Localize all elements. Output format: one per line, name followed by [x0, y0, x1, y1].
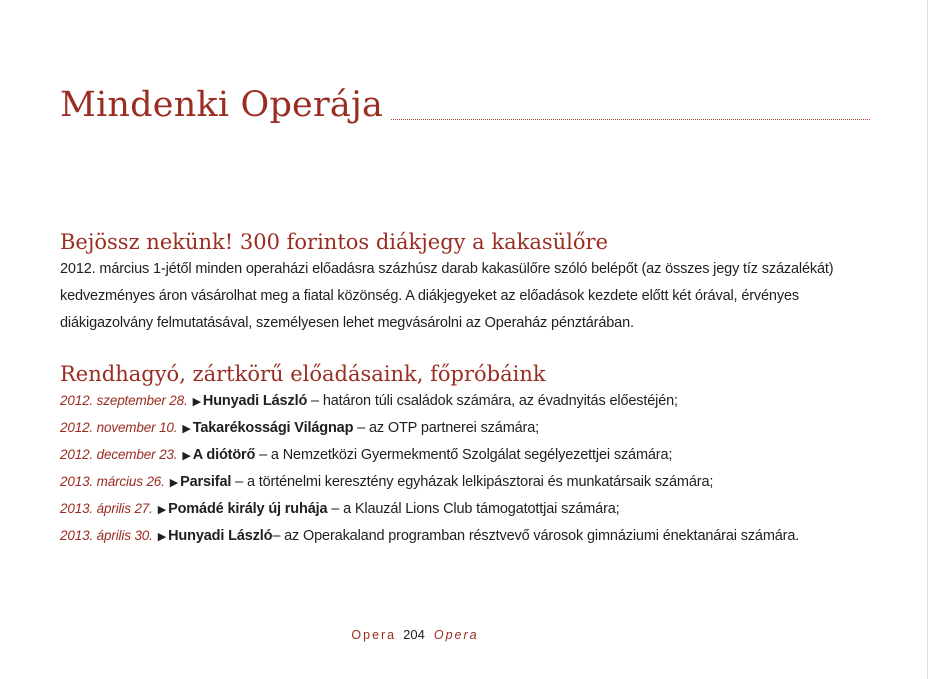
section-heading: Rendhagyó, zártkörű előadásaink, főpróbáink	[60, 362, 546, 386]
event-title: Takarékossági Világnap	[192, 420, 354, 436]
section-paragraph: 2012. március 1-jétől minden operaházi előadásra százhúsz darab kakasülőre szóló belépőt (az összes jegy tíz százalékát) kedvezményes áron vásárolhat meg a fiatal közönség. A diákjegyeket az előadások kezdete előtt két órával, érvényes diákigazolvány felmutatásával, személyesen lehet megvásárolni az Operaház pénztárában.	[60, 261, 834, 331]
event-title: Pomádé király új ruhája	[168, 501, 328, 517]
event-item	[60, 496, 890, 523]
section-heading: Bejössz nekünk! 300 forintos diákjegy a kakasülőre	[60, 230, 608, 254]
event-description: – határon túli családok számára, az évadnyitás előestéjén;	[307, 393, 678, 409]
event-item	[60, 469, 890, 496]
event-description: – a Nemzetközi Gyermekmentő Szolgálat segélyezettjei számára;	[255, 447, 673, 463]
event-item	[60, 523, 890, 550]
triangle-bullet-icon: ▶	[182, 423, 191, 435]
triangle-bullet-icon: ▶	[157, 531, 167, 543]
event-title: A diótörő	[192, 447, 256, 463]
page-title: Mindenki Operája	[60, 85, 384, 125]
event-date: 2012. december 23.	[60, 447, 178, 462]
event-date: 2013. március 26.	[60, 474, 165, 489]
title-row	[60, 85, 870, 125]
footer-right-label: Opera	[433, 628, 479, 642]
section-student-ticket	[60, 229, 890, 337]
event-date: 2012. november 10.	[60, 420, 178, 435]
page-edge-rule	[927, 0, 928, 679]
event-item	[60, 388, 890, 415]
event-title: Parsifal	[180, 474, 232, 490]
event-title: Hunyadi László	[202, 393, 308, 409]
event-list	[60, 388, 890, 550]
title-dotted-rule	[391, 119, 870, 120]
event-title: Hunyadi László	[168, 528, 273, 544]
event-item	[60, 415, 890, 442]
triangle-bullet-icon: ▶	[182, 450, 191, 462]
event-date: 2013. április 27.	[60, 501, 153, 516]
event-date: 2013. április 30.	[60, 528, 153, 543]
event-description: – a Klauzál Lions Club támogatottjai számára;	[327, 501, 620, 517]
section-special-performances	[60, 361, 890, 550]
event-description: – az Operakaland programban résztvevő városok gimnáziumi énektanárai számára.	[272, 528, 800, 544]
footer-left-label: Opera	[351, 628, 397, 642]
page-number: 204	[403, 627, 425, 642]
triangle-bullet-icon: ▶	[169, 477, 179, 489]
event-item	[60, 442, 890, 469]
event-description: – a történelmi keresztény egyházak lelkipásztorai és munkatársaik számára;	[231, 474, 714, 490]
triangle-bullet-icon: ▶	[192, 396, 201, 408]
page-footer	[0, 627, 830, 642]
event-date: 2012. szeptember 28.	[60, 393, 188, 408]
triangle-bullet-icon: ▶	[157, 504, 167, 516]
event-description: – az OTP partnerei számára;	[353, 420, 540, 436]
